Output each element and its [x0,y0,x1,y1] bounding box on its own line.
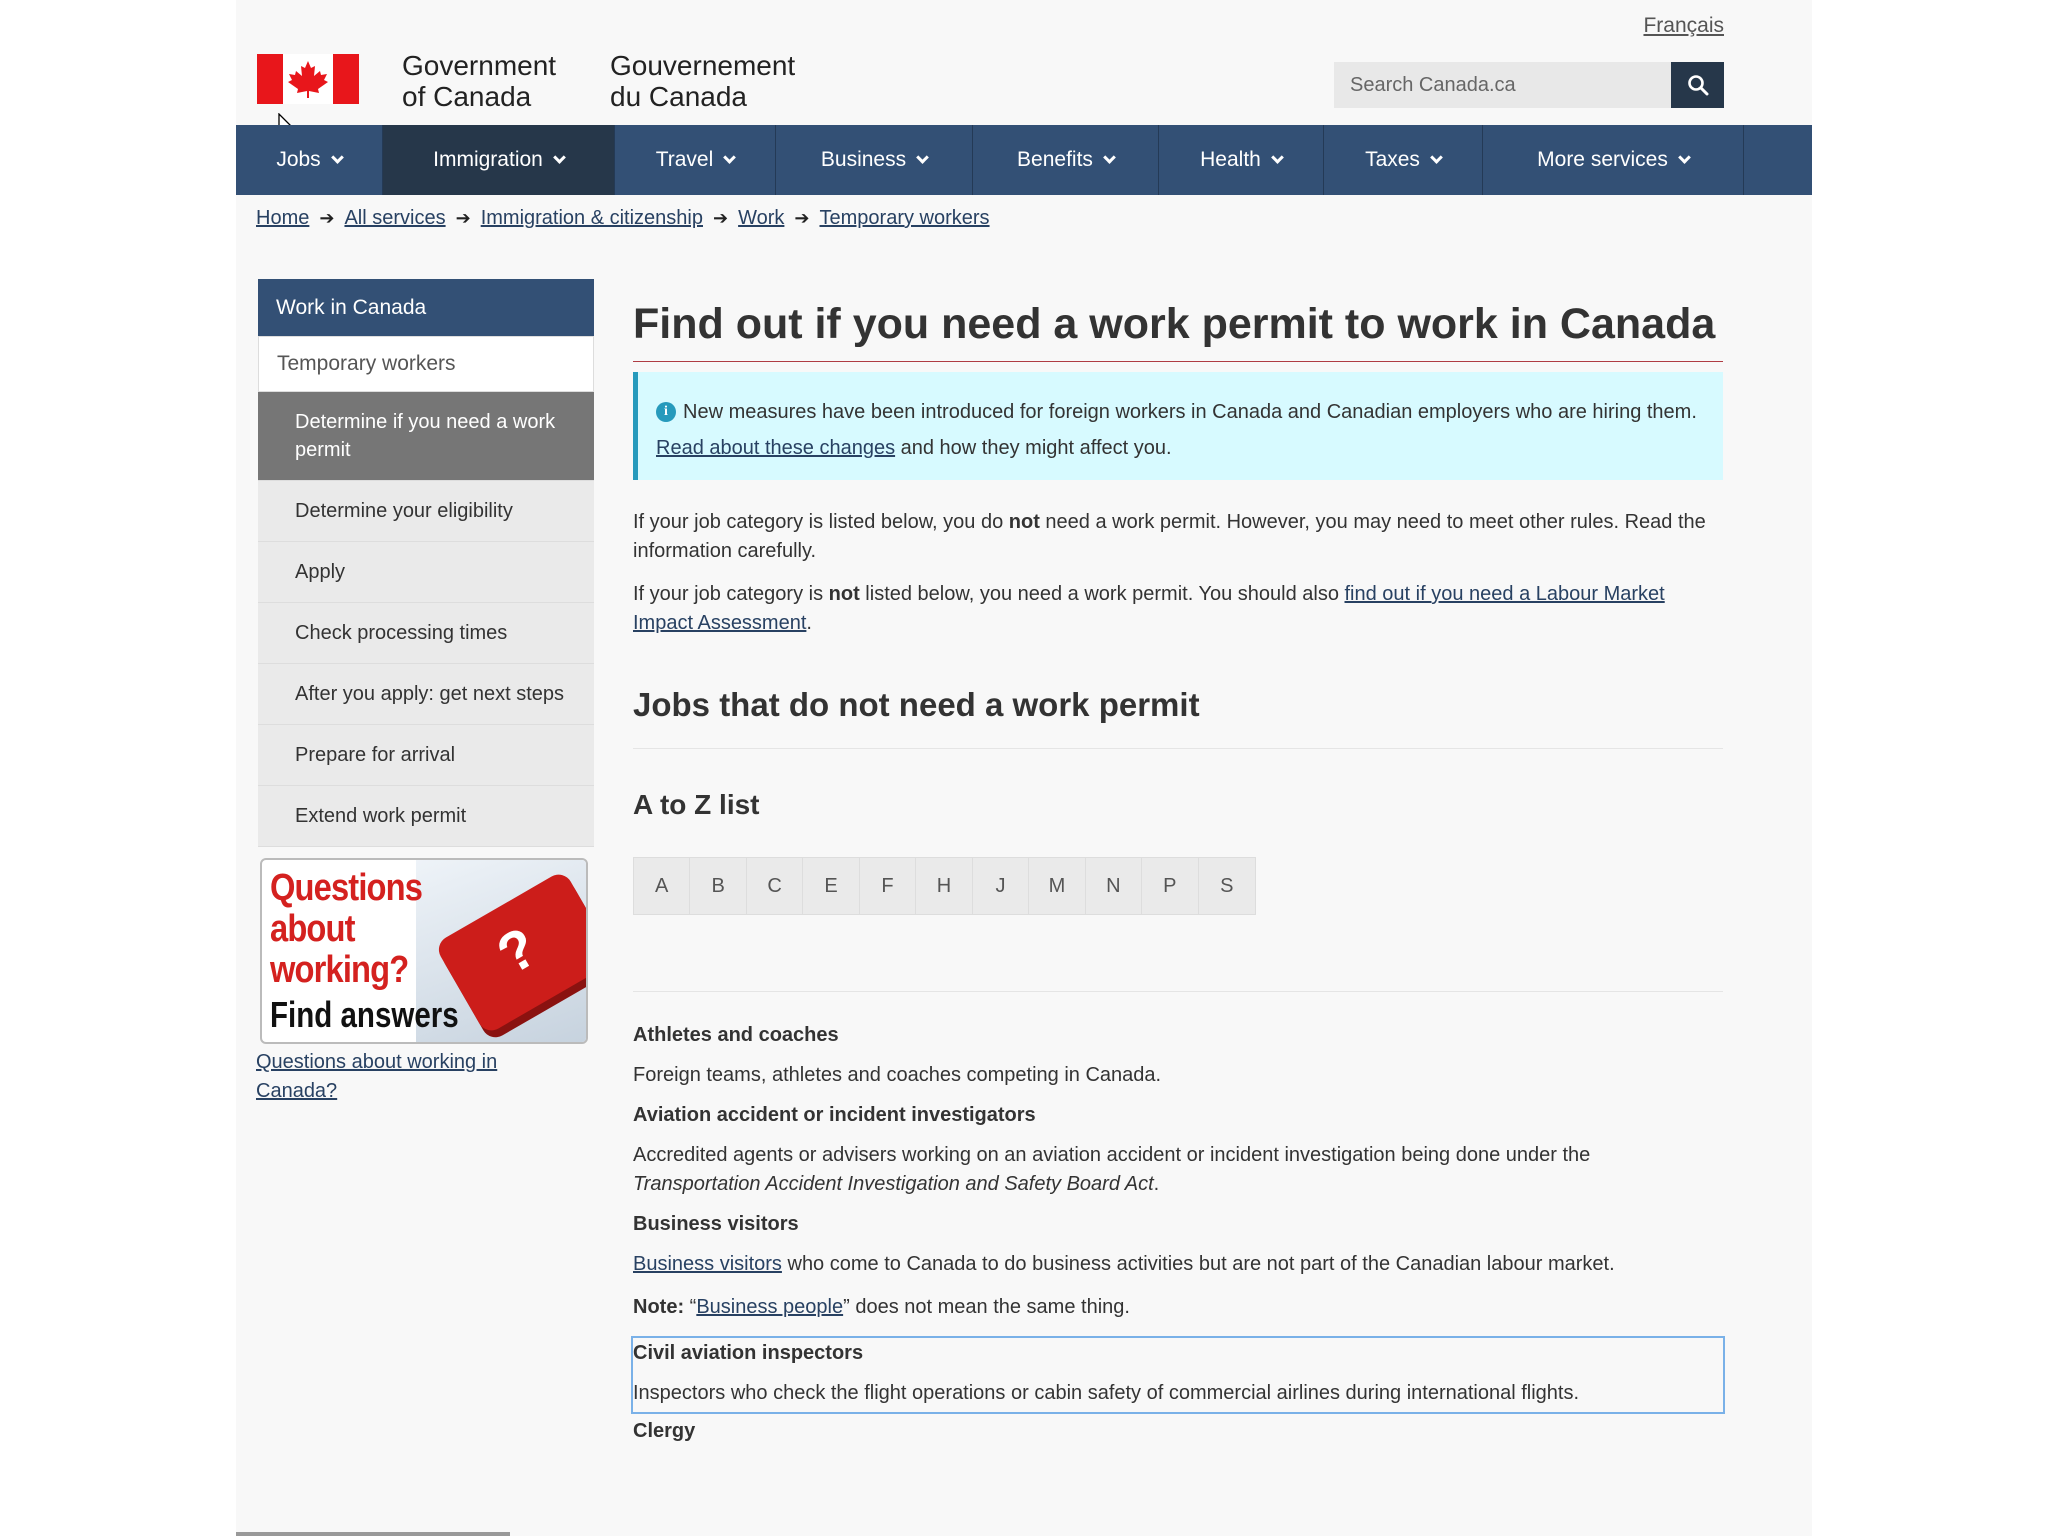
menu-taxes[interactable]: Taxes [1324,125,1483,195]
section-menu-subheading[interactable]: Temporary workers [258,336,594,392]
promo-subtitle: Find answers [270,994,459,1035]
jobs-heading: Jobs that do not need a work permit [633,686,1723,749]
job-title: Civil aviation inspectors [633,1342,864,1364]
job-title: Business visitors [633,1213,799,1235]
menu-travel[interactable]: Travel [615,125,776,195]
menu-health[interactable]: Health [1159,125,1324,195]
page [236,0,1812,1536]
section-item-apply[interactable]: Apply [258,542,594,603]
menu-jobs[interactable]: Jobs [236,125,383,195]
intro-paragraph-not-listed: If your job category is not listed below, you need a work permit. You should also find out if you need a Labour Market Impact Assessment. [633,583,1665,634]
arrow-right-icon: ➔ [455,208,471,228]
letter-button-e[interactable]: E [803,858,859,914]
alert-followup: Read about these changes and how they might affect you. [656,437,1172,459]
alert-text: New measures have been introduced for foreign workers in Canada and Canadian employers who are hiring them. [683,401,1697,423]
business-visitors-link[interactable]: Business visitors [633,1253,782,1275]
job-description: Inspectors who check the flight operations or cabin safety of commercial airlines during international flights. [633,1382,1580,1404]
letter-button-a[interactable]: A [634,858,690,914]
maple-leaf-icon [285,59,331,99]
questions-promo-banner[interactable] [260,858,588,1044]
section-item-prepare-arrival[interactable]: Prepare for arrival [258,725,594,786]
job-title-partial: Clergy [633,1420,696,1442]
arrow-right-icon: ➔ [713,208,729,228]
section-item-next-steps[interactable]: After you apply: get next steps [258,664,594,725]
section-item-need-work-permit[interactable]: Determine if you need a work permit [258,392,594,481]
signature-english: Government of Canada [402,50,557,112]
breadcrumb-temporary-workers[interactable]: Temporary workers [819,207,990,229]
question-key-icon: ? [434,870,588,1036]
divider [633,991,1723,992]
job-description: Business visitors who come to Canada to do business activities but are not part of the Canadian labour market. [633,1253,1615,1275]
page-title: Find out if you need a work permit to work in Canada [633,300,1723,362]
info-icon: i [656,402,676,422]
lmia-link[interactable]: find out if you need a Labour Market Impact Assessment [633,583,1665,634]
language-toggle-link[interactable]: Français [1643,14,1724,37]
letter-button-p[interactable]: P [1142,858,1198,914]
letter-button-j[interactable]: J [973,858,1029,914]
section-menu [258,279,594,847]
az-heading: A to Z list [633,789,760,820]
job-description: Foreign teams, athletes and coaches competing in Canada. [633,1064,1162,1086]
read-changes-link[interactable]: Read about these changes [656,437,896,459]
job-title: Aviation accident or incident investigators [633,1104,1036,1126]
intro-paragraph-listed: If your job category is listed below, you do not need a work permit. However, you may need to meet other rules. Read the information carefully. [633,511,1706,562]
letter-button-s[interactable]: S [1199,858,1255,914]
letter-button-f[interactable]: F [860,858,916,914]
search-bar [1334,62,1724,108]
breadcrumb-all-services[interactable]: All services [344,207,446,229]
business-people-link[interactable]: Business people [696,1296,844,1318]
arrow-right-icon: ➔ [794,208,810,228]
az-letter-nav [633,857,1256,915]
menu-benefits[interactable]: Benefits [973,125,1159,195]
menu-more-services[interactable]: More services [1483,125,1744,195]
search-icon [1687,74,1709,96]
section-item-processing-times[interactable]: Check processing times [258,603,594,664]
chevron-down-icon [553,151,566,164]
signature-french: Gouvernement du Canada [610,50,796,112]
breadcrumb-work[interactable]: Work [738,207,785,229]
chevron-down-icon [331,151,344,164]
search-button[interactable] [1671,62,1724,108]
info-alert [633,372,1723,480]
job-title: Athletes and coaches [633,1024,839,1046]
letter-button-c[interactable]: C [747,858,803,914]
main-content [633,300,1723,1443]
job-description: Accredited agents or advisers working on an aviation accident or incident investigation being done under the Transportation Accident Investigation and Safety Board Act. [633,1144,1591,1195]
letter-button-h[interactable]: H [916,858,972,914]
job-aviation-investigators [633,1104,1723,1199]
chevron-down-icon [723,151,736,164]
chevron-down-icon [1103,151,1116,164]
job-business-visitors [633,1213,1723,1322]
horizontal-scrollbar[interactable] [236,1532,510,1536]
chevron-down-icon [1430,151,1443,164]
canada-flag-logo[interactable] [257,54,359,104]
chevron-down-icon [916,151,929,164]
chevron-down-icon [1271,151,1284,164]
menu-immigration[interactable]: Immigration [383,125,615,195]
main-menu [236,125,1812,195]
job-athletes [633,1024,1723,1090]
section-item-eligibility[interactable]: Determine your eligibility [258,481,594,542]
section-item-extend-permit[interactable]: Extend work permit [258,786,594,847]
job-civil-aviation-inspectors [631,1336,1725,1414]
job-note: Note: “Business people” does not mean the same thing. [633,1296,1130,1318]
section-menu-heading[interactable]: Work in Canada [258,279,594,336]
letter-button-b[interactable]: B [690,858,746,914]
arrow-right-icon: ➔ [319,208,335,228]
chevron-down-icon [1678,151,1691,164]
promo-title: Questions about working? [270,867,423,991]
breadcrumb-immigration-citizenship[interactable]: Immigration & citizenship [480,207,703,229]
breadcrumb [256,207,990,230]
search-input[interactable] [1334,62,1671,108]
letter-button-n[interactable]: N [1086,858,1142,914]
menu-business[interactable]: Business [776,125,973,195]
letter-button-m[interactable]: M [1029,858,1085,914]
questions-about-working-link[interactable]: Questions about working in Canada? [256,1051,498,1102]
breadcrumb-home[interactable]: Home [256,207,310,229]
